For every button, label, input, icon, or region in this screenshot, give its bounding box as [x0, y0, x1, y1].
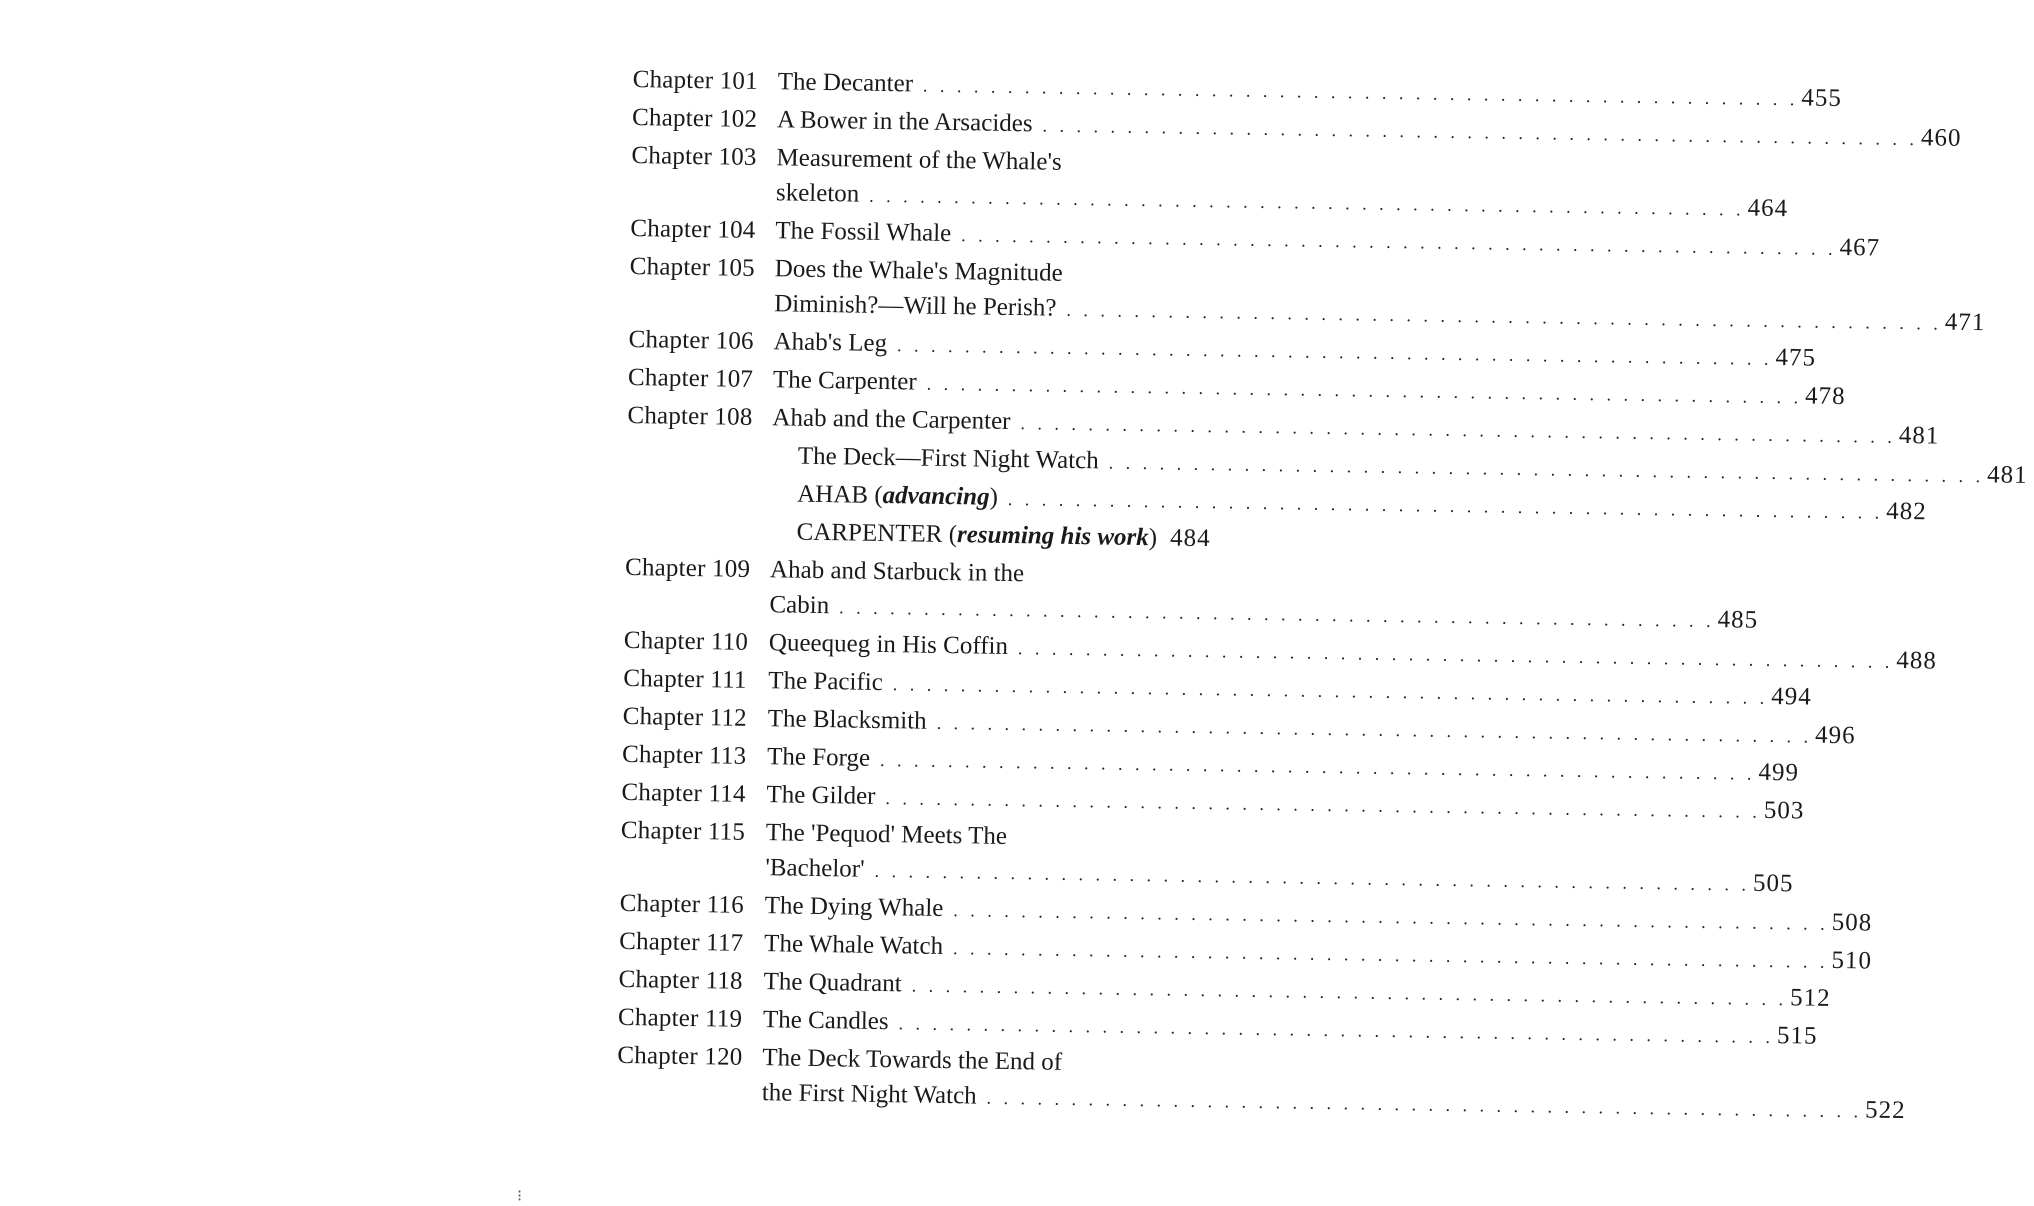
dot-leader: . . . . . . . . . . . . . . . . . . . . . . . . . . . . . . . . . . . . . . . . . . . . . . . . . . . .	[839, 597, 1715, 632]
chapter-number: Chapter 110	[623, 626, 749, 656]
chapter-title: The Fossil Whale	[775, 217, 952, 248]
dot-leader: . . . . . . . . . . . . . . . . . . . . . . . . . . . . . . . . . . . . . . . . . . . . . . . . . . . .	[1066, 299, 1943, 334]
chapter-title: AHAB (advancing)	[797, 480, 999, 511]
chapter-number: Chapter 114	[621, 778, 746, 808]
dot-leader: . . . . . . . . . . . . . . . . . . . . . . . . . . . . . . . . . . . . . . . . . . . . . . . . . . . .	[1020, 413, 1897, 447]
page-number: 499	[1758, 758, 1800, 787]
page-number: 455	[1801, 84, 1843, 112]
dot-leader: . . . . . . . . . . . . . . . . . . . . . . . . . . . . . . . . . . . . . . . . . . . . . . . . . . . .	[952, 938, 1829, 972]
toc-entry	[629, 249, 1986, 337]
chapter-title: CARPENTER (resuming his work)	[796, 518, 1158, 552]
page-number: 478	[1804, 382, 1846, 411]
chapter-number: Chapter 107	[627, 363, 754, 393]
page-number: 481	[1898, 421, 1940, 450]
chapter-title: The Pacific	[768, 667, 884, 696]
chapter-number: Chapter 102	[631, 103, 758, 133]
chapter-title: Queequeg in His Coffin	[768, 629, 1009, 660]
chapter-title: A Bower in the Arsacides	[776, 106, 1033, 138]
chapter-title: The Forge	[766, 743, 871, 772]
page-number: 481	[1986, 461, 2028, 489]
dot-leader: . . . . . . . . . . . . . . . . . . . . . . . . . . . . . . . . . . . . . . . . . . . . . . . . . . . .	[1007, 488, 1884, 523]
dot-leader: . . . . . . . . . . . . . . . . . . . . . . . . . . . . . . . . . . . . . . . . . . . . . . . . . . . .	[953, 900, 1829, 934]
chapter-number: Chapter 116	[619, 889, 745, 919]
dot-leader: . . . . . . . . . . . . . . . . . . . . . . . . . . . . . . . . . . . . . . . . . . . . . . . . . . . .	[874, 860, 1751, 895]
toc-entry	[620, 813, 1794, 898]
chapter-number	[627, 461, 798, 464]
chapter-title: Diminish?—Will he Perish?	[774, 290, 1057, 322]
dot-leader: . . . . . . . . . . . . . . . . . . . . . . . . . . . . . . . . . . . . . . . . . . . . . . . . . . . .	[961, 225, 1837, 259]
toc-entry	[624, 550, 1759, 634]
stray-mark: ⁝	[517, 1188, 523, 1205]
chapter-number: Chapter 112	[622, 702, 748, 732]
dot-leader: . . . . . . . . . . . . . . . . . . . . . . . . . . . . . . . . . . . . . . . . . . . . . . . . . . . .	[911, 975, 1788, 1010]
page-number: 460	[1920, 124, 1962, 152]
chapter-title: skeleton	[775, 179, 860, 208]
chapter-number: Chapter 111	[623, 664, 747, 694]
dot-leader: . . . . . . . . . . . . . . . . . . . . . . . . . . . . . . . . . . . . . . . . . . . . . . . . . . . .	[879, 749, 1756, 784]
dot-leader: . . . . . . . . . . . . . . . . . . . . . . . . . . . . . . . . . . . . . . . . . . . . . . . . . . . .	[922, 75, 1799, 110]
chapter-number: Chapter 113	[621, 740, 747, 770]
chapter-title: The Carpenter	[772, 366, 917, 396]
chapter-number: Chapter 106	[628, 325, 754, 355]
page-number: 515	[1776, 1022, 1818, 1050]
chapter-title: The Whale Watch	[763, 930, 944, 960]
page-number: 484	[1169, 524, 1211, 553]
toc-entry	[617, 1038, 1906, 1125]
dot-leader: . . . . . . . . . . . . . . . . . . . . . . . . . . . . . . . . . . . . . . . . . . . . . . . . . . . .	[885, 788, 1762, 822]
dot-leader: . . . . . . . . . . . . . . . . . . . . . . . . . . . . . . . . . . . . . . . . . . . . . . . . . . . .	[1042, 115, 1919, 150]
chapter-number: Chapter 118	[618, 965, 743, 995]
page-number: 503	[1763, 796, 1805, 825]
chapter-title: The Candles	[762, 1006, 889, 1036]
dot-leader: . . . . . . . . . . . . . . . . . . . . . . . . . . . . . . . . . . . . . . . . . . . . . . . . . . . .	[986, 1087, 1863, 1122]
chapter-title: The 'Pequod' Meets The	[765, 819, 1008, 850]
chapter-number: Chapter 101	[632, 65, 759, 95]
page-number: 467	[1839, 233, 1881, 262]
chapter-title: The Blacksmith	[767, 705, 927, 735]
page-number: 475	[1775, 343, 1817, 372]
page-number: 471	[1944, 308, 1986, 337]
chapter-number: Chapter 119	[617, 1003, 743, 1033]
chapter-title: the First Night Watch	[761, 1079, 977, 1110]
chapter-title: The Decanter	[777, 68, 914, 98]
toc-entry	[631, 138, 1789, 223]
chapter-title: Does the Whale's Magnitude	[774, 255, 1063, 287]
page-number: 508	[1831, 908, 1873, 937]
chapter-title: The Quadrant	[763, 968, 902, 998]
dot-leader: . . . . . . . . . . . . . . . . . . . . . . . . . . . . . . . . . . . . . . . . . . . . . . . . . . . .	[1108, 452, 1985, 487]
chapter-number: Chapter 105	[629, 252, 756, 282]
chapter-title: Cabin	[769, 591, 830, 620]
chapter-title: Measurement of the Whale's	[776, 144, 1062, 176]
page-number: 496	[1814, 721, 1856, 750]
page-number: 505	[1752, 869, 1794, 898]
chapter-number: Chapter 103	[631, 141, 757, 171]
dot-leader: . . . . . . . . . . . . . . . . . . . . . . . . . . . . . . . . . . . . . . . . . . . . . . . . . . . .	[936, 712, 1813, 747]
chapter-title: The Deck—First Night Watch	[797, 442, 1099, 475]
chapter-number: Chapter 117	[618, 927, 744, 957]
chapter-number	[626, 537, 797, 540]
page-number: 488	[1896, 646, 1938, 675]
chapter-title: Ahab's Leg	[773, 328, 888, 358]
chapter-title: Ahab and the Carpenter	[772, 404, 1011, 435]
dot-leader: . . . . . . . . . . . . . . . . . . . . . . . . . . . . . . . . . . . . . . . . . . . . . . . . . . . .	[892, 674, 1769, 708]
chapter-number: Chapter 108	[627, 401, 753, 431]
page-number: 494	[1770, 682, 1812, 711]
table-of-contents	[617, 62, 2028, 1125]
chapter-number	[626, 499, 797, 502]
chapter-number: Chapter 115	[620, 816, 746, 846]
page-number: 522	[1864, 1096, 1906, 1125]
chapter-number: Chapter 109	[624, 553, 751, 583]
page-number: 512	[1789, 984, 1831, 1012]
chapter-title: The Dying Whale	[764, 892, 944, 922]
chapter-number: Chapter 104	[630, 214, 756, 244]
toc-entry	[632, 62, 1843, 112]
page-number: 485	[1717, 606, 1759, 634]
dot-leader: . . . . . . . . . . . . . . . . . . . . . . . . . . . . . . . . . . . . . . . . . . . . . . . . . . . .	[926, 373, 1803, 408]
chapter-title: The Deck Towards the End of	[762, 1044, 1063, 1076]
toc-line	[632, 62, 1843, 112]
chapter-title: Ahab and Starbuck in the	[769, 556, 1025, 588]
chapter-number: Chapter 120	[617, 1041, 743, 1071]
dot-leader: . . . . . . . . . . . . . . . . . . . . . . . . . . . . . . . . . . . . . . . . . . . . . . . . . . . .	[898, 1013, 1775, 1048]
page-number: 464	[1747, 194, 1789, 223]
dot-leader: . . . . . . . . . . . . . . . . . . . . . . . . . . . . . . . . . . . . . . . . . . . . . . . . . . . .	[1017, 638, 1894, 672]
chapter-title: 'Bachelor'	[765, 854, 865, 883]
dot-leader: . . . . . . . . . . . . . . . . . . . . . . . . . . . . . . . . . . . . . . . . . . . . . . . . . . . .	[869, 185, 1745, 220]
dot-leader: . . . . . . . . . . . . . . . . . . . . . . . . . . . . . . . . . . . . . . . . . . . . . . . . . . . .	[896, 335, 1773, 369]
page-number: 482	[1886, 497, 1928, 526]
chapter-title: The Gilder	[766, 781, 876, 810]
page-number: 510	[1831, 946, 1873, 975]
